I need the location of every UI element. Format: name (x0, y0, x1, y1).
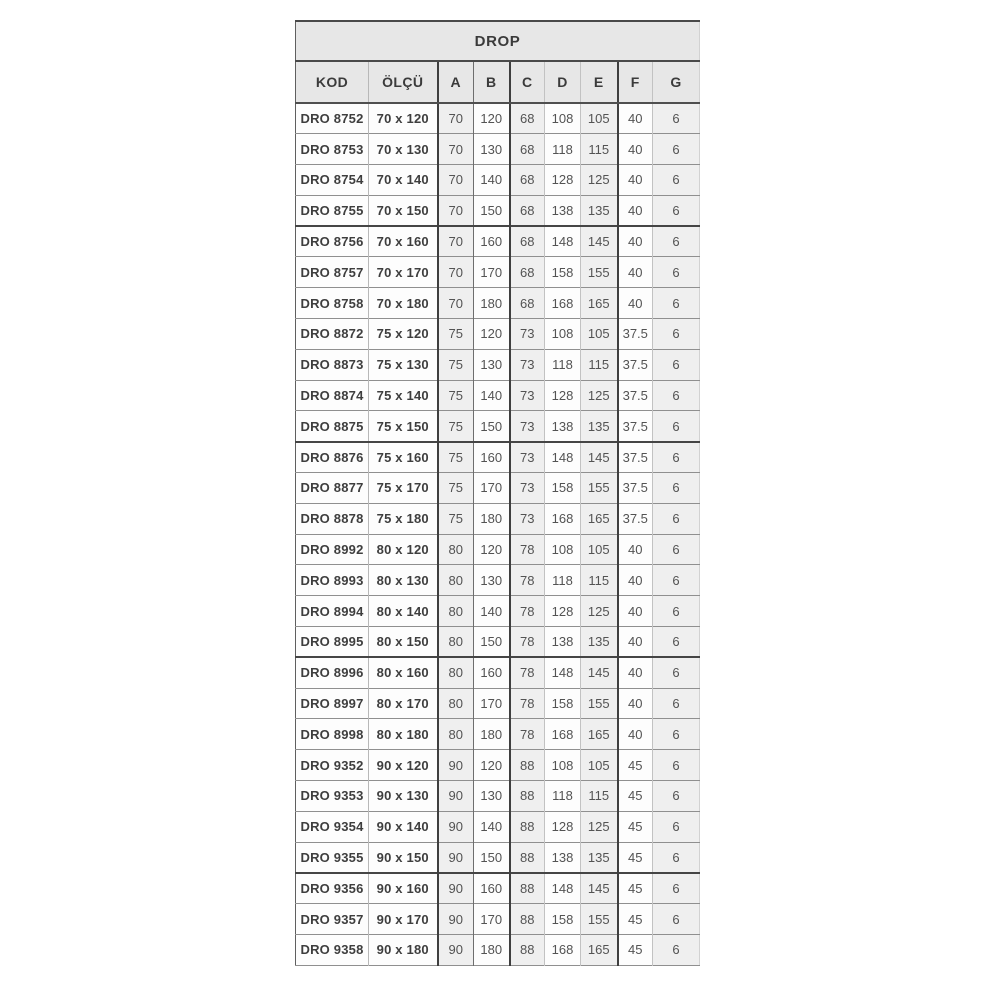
cell-kod: DRO 8876 (296, 442, 369, 473)
cell-olcu: 90 x 160 (369, 873, 438, 904)
cell-value: 37.5 (618, 473, 653, 504)
cell-kod: DRO 8996 (296, 657, 369, 688)
cell-kod: DRO 9353 (296, 781, 369, 812)
cell-value: 45 (618, 842, 653, 873)
cell-value: 73 (510, 411, 545, 442)
cell-value: 68 (510, 165, 545, 196)
cell-value: 118 (545, 134, 581, 165)
cell-value: 40 (618, 627, 653, 658)
cell-value: 6 (653, 781, 700, 812)
cell-kod: DRO 8756 (296, 226, 369, 257)
cell-value: 37.5 (618, 349, 653, 380)
cell-value: 88 (510, 904, 545, 935)
cell-value: 6 (653, 349, 700, 380)
cell-value: 160 (474, 226, 510, 257)
cell-kod: DRO 9358 (296, 935, 369, 966)
cell-olcu: 70 x 170 (369, 257, 438, 288)
cell-olcu: 90 x 130 (369, 781, 438, 812)
cell-value: 180 (474, 935, 510, 966)
cell-value: 78 (510, 596, 545, 627)
cell-olcu: 80 x 160 (369, 657, 438, 688)
cell-value: 75 (438, 442, 474, 473)
cell-value: 130 (474, 349, 510, 380)
cell-value: 148 (545, 442, 581, 473)
column-header-a: A (438, 61, 474, 103)
cell-value: 128 (545, 165, 581, 196)
cell-value: 6 (653, 442, 700, 473)
cell-value: 73 (510, 473, 545, 504)
cell-value: 145 (581, 442, 618, 473)
cell-olcu: 90 x 150 (369, 842, 438, 873)
cell-value: 148 (545, 657, 581, 688)
cell-kod: DRO 9356 (296, 873, 369, 904)
cell-value: 73 (510, 442, 545, 473)
cell-value: 40 (618, 103, 653, 134)
cell-value: 158 (545, 257, 581, 288)
cell-value: 75 (438, 411, 474, 442)
cell-value: 148 (545, 873, 581, 904)
table-row (296, 811, 700, 842)
cell-value: 78 (510, 688, 545, 719)
cell-value: 168 (545, 719, 581, 750)
cell-value: 125 (581, 811, 618, 842)
cell-value: 6 (653, 842, 700, 873)
cell-kod: DRO 8874 (296, 380, 369, 411)
cell-value: 160 (474, 442, 510, 473)
cell-value: 140 (474, 811, 510, 842)
cell-value: 125 (581, 165, 618, 196)
table-row (296, 349, 700, 380)
column-header-g: G (653, 61, 700, 103)
cell-value: 90 (438, 842, 474, 873)
cell-value: 108 (545, 750, 581, 781)
cell-value: 45 (618, 935, 653, 966)
cell-kod: DRO 9357 (296, 904, 369, 935)
cell-value: 90 (438, 935, 474, 966)
cell-value: 120 (474, 319, 510, 350)
cell-value: 120 (474, 750, 510, 781)
cell-value: 180 (474, 719, 510, 750)
cell-value: 105 (581, 319, 618, 350)
cell-value: 88 (510, 935, 545, 966)
cell-kod: DRO 8993 (296, 565, 369, 596)
cell-value: 115 (581, 134, 618, 165)
cell-value: 75 (438, 473, 474, 504)
cell-value: 115 (581, 349, 618, 380)
cell-value: 6 (653, 873, 700, 904)
cell-value: 6 (653, 627, 700, 658)
cell-olcu: 75 x 150 (369, 411, 438, 442)
cell-olcu: 70 x 120 (369, 103, 438, 134)
cell-value: 135 (581, 195, 618, 226)
cell-value: 138 (545, 195, 581, 226)
table-row (296, 657, 700, 688)
cell-value: 6 (653, 750, 700, 781)
cell-value: 6 (653, 411, 700, 442)
cell-value: 165 (581, 719, 618, 750)
cell-value: 6 (653, 288, 700, 319)
cell-value: 68 (510, 257, 545, 288)
cell-value: 6 (653, 380, 700, 411)
cell-kod: DRO 8877 (296, 473, 369, 504)
cell-value: 6 (653, 565, 700, 596)
cell-kod: DRO 8753 (296, 134, 369, 165)
cell-value: 6 (653, 596, 700, 627)
cell-value: 165 (581, 935, 618, 966)
table-row (296, 380, 700, 411)
cell-value: 70 (438, 134, 474, 165)
cell-value: 40 (618, 226, 653, 257)
cell-value: 105 (581, 103, 618, 134)
table-row (296, 842, 700, 873)
cell-olcu: 70 x 160 (369, 226, 438, 257)
cell-value: 158 (545, 688, 581, 719)
cell-value: 170 (474, 688, 510, 719)
table-row (296, 596, 700, 627)
cell-kod: DRO 9352 (296, 750, 369, 781)
cell-value: 80 (438, 565, 474, 596)
cell-value: 73 (510, 380, 545, 411)
cell-value: 45 (618, 873, 653, 904)
cell-olcu: 70 x 180 (369, 288, 438, 319)
table-row (296, 904, 700, 935)
cell-olcu: 70 x 140 (369, 165, 438, 196)
cell-value: 6 (653, 165, 700, 196)
cell-value: 73 (510, 319, 545, 350)
cell-value: 155 (581, 688, 618, 719)
table-row (296, 781, 700, 812)
table-row (296, 473, 700, 504)
cell-value: 165 (581, 288, 618, 319)
table-title: DROP (296, 21, 700, 61)
cell-value: 148 (545, 226, 581, 257)
cell-value: 40 (618, 534, 653, 565)
cell-value: 135 (581, 411, 618, 442)
cell-value: 40 (618, 719, 653, 750)
cell-value: 6 (653, 657, 700, 688)
cell-olcu: 80 x 180 (369, 719, 438, 750)
cell-value: 168 (545, 288, 581, 319)
cell-value: 80 (438, 596, 474, 627)
table-row (296, 935, 700, 966)
cell-value: 165 (581, 503, 618, 534)
cell-value: 150 (474, 627, 510, 658)
cell-kod: DRO 8995 (296, 627, 369, 658)
cell-kod: DRO 8875 (296, 411, 369, 442)
cell-olcu: 90 x 140 (369, 811, 438, 842)
cell-value: 128 (545, 380, 581, 411)
cell-value: 6 (653, 811, 700, 842)
cell-value: 108 (545, 534, 581, 565)
cell-olcu: 90 x 180 (369, 935, 438, 966)
table-row (296, 719, 700, 750)
cell-value: 135 (581, 842, 618, 873)
cell-olcu: 90 x 170 (369, 904, 438, 935)
cell-value: 45 (618, 750, 653, 781)
cell-value: 37.5 (618, 411, 653, 442)
cell-value: 6 (653, 134, 700, 165)
cell-value: 78 (510, 627, 545, 658)
cell-value: 40 (618, 565, 653, 596)
cell-olcu: 75 x 180 (369, 503, 438, 534)
column-header-l: ÖLÇÜ (369, 61, 438, 103)
table-row (296, 103, 700, 134)
cell-value: 138 (545, 842, 581, 873)
cell-value: 125 (581, 596, 618, 627)
cell-value: 90 (438, 750, 474, 781)
cell-value: 78 (510, 719, 545, 750)
cell-value: 118 (545, 781, 581, 812)
cell-value: 155 (581, 257, 618, 288)
cell-value: 105 (581, 534, 618, 565)
cell-value: 88 (510, 811, 545, 842)
cell-value: 40 (618, 688, 653, 719)
cell-olcu: 80 x 120 (369, 534, 438, 565)
cell-value: 6 (653, 195, 700, 226)
cell-value: 68 (510, 288, 545, 319)
cell-value: 6 (653, 103, 700, 134)
cell-kod: DRO 8878 (296, 503, 369, 534)
cell-kod: DRO 8997 (296, 688, 369, 719)
table-row (296, 688, 700, 719)
cell-kod: DRO 8872 (296, 319, 369, 350)
cell-value: 128 (545, 596, 581, 627)
cell-value: 168 (545, 503, 581, 534)
cell-value: 125 (581, 380, 618, 411)
cell-value: 37.5 (618, 503, 653, 534)
cell-value: 6 (653, 688, 700, 719)
cell-value: 68 (510, 226, 545, 257)
cell-value: 130 (474, 134, 510, 165)
cell-value: 170 (474, 904, 510, 935)
cell-value: 160 (474, 657, 510, 688)
cell-value: 120 (474, 534, 510, 565)
cell-value: 155 (581, 473, 618, 504)
cell-value: 145 (581, 873, 618, 904)
table-body (296, 103, 700, 965)
cell-value: 138 (545, 627, 581, 658)
cell-value: 75 (438, 380, 474, 411)
cell-value: 115 (581, 565, 618, 596)
table-row (296, 534, 700, 565)
cell-value: 130 (474, 781, 510, 812)
table-row (296, 288, 700, 319)
cell-value: 108 (545, 103, 581, 134)
cell-value: 120 (474, 103, 510, 134)
column-header-kod: KOD (296, 61, 369, 103)
cell-value: 68 (510, 195, 545, 226)
cell-value: 180 (474, 503, 510, 534)
cell-olcu: 75 x 160 (369, 442, 438, 473)
cell-kod: DRO 8754 (296, 165, 369, 196)
table-row (296, 195, 700, 226)
spec-table (295, 20, 700, 966)
cell-value: 88 (510, 781, 545, 812)
cell-value: 37.5 (618, 442, 653, 473)
cell-value: 73 (510, 503, 545, 534)
column-header-row (296, 61, 700, 103)
cell-value: 80 (438, 719, 474, 750)
cell-value: 90 (438, 904, 474, 935)
table-row (296, 319, 700, 350)
cell-value: 180 (474, 288, 510, 319)
cell-value: 40 (618, 134, 653, 165)
cell-value: 78 (510, 565, 545, 596)
cell-value: 6 (653, 226, 700, 257)
cell-value: 88 (510, 873, 545, 904)
cell-value: 80 (438, 534, 474, 565)
cell-kod: DRO 8755 (296, 195, 369, 226)
cell-value: 40 (618, 657, 653, 688)
cell-value: 73 (510, 349, 545, 380)
cell-kod: DRO 9355 (296, 842, 369, 873)
cell-value: 6 (653, 473, 700, 504)
cell-value: 40 (618, 596, 653, 627)
table-row (296, 226, 700, 257)
cell-value: 40 (618, 165, 653, 196)
cell-value: 70 (438, 288, 474, 319)
cell-olcu: 80 x 150 (369, 627, 438, 658)
table-row (296, 257, 700, 288)
cell-value: 150 (474, 842, 510, 873)
cell-olcu: 75 x 140 (369, 380, 438, 411)
cell-value: 170 (474, 473, 510, 504)
cell-value: 6 (653, 719, 700, 750)
cell-value: 118 (545, 349, 581, 380)
cell-kod: DRO 8758 (296, 288, 369, 319)
cell-value: 45 (618, 811, 653, 842)
cell-value: 75 (438, 503, 474, 534)
cell-value: 6 (653, 319, 700, 350)
cell-value: 90 (438, 781, 474, 812)
cell-kod: DRO 8873 (296, 349, 369, 380)
cell-olcu: 75 x 130 (369, 349, 438, 380)
cell-value: 108 (545, 319, 581, 350)
cell-value: 140 (474, 596, 510, 627)
cell-value: 70 (438, 195, 474, 226)
cell-olcu: 70 x 130 (369, 134, 438, 165)
cell-value: 88 (510, 842, 545, 873)
cell-value: 150 (474, 195, 510, 226)
cell-value: 158 (545, 473, 581, 504)
cell-olcu: 75 x 170 (369, 473, 438, 504)
table-row (296, 873, 700, 904)
table-title-row (296, 21, 700, 61)
table-row (296, 627, 700, 658)
cell-value: 70 (438, 226, 474, 257)
cell-value: 78 (510, 657, 545, 688)
cell-value: 135 (581, 627, 618, 658)
cell-value: 160 (474, 873, 510, 904)
cell-value: 40 (618, 257, 653, 288)
cell-value: 145 (581, 226, 618, 257)
cell-value: 75 (438, 319, 474, 350)
cell-value: 6 (653, 503, 700, 534)
cell-value: 158 (545, 904, 581, 935)
cell-olcu: 70 x 150 (369, 195, 438, 226)
cell-olcu: 80 x 140 (369, 596, 438, 627)
cell-value: 140 (474, 165, 510, 196)
cell-value: 150 (474, 411, 510, 442)
cell-value: 68 (510, 103, 545, 134)
table-row (296, 411, 700, 442)
cell-value: 6 (653, 904, 700, 935)
cell-value: 68 (510, 134, 545, 165)
cell-value: 70 (438, 103, 474, 134)
cell-value: 80 (438, 627, 474, 658)
cell-value: 45 (618, 781, 653, 812)
cell-value: 70 (438, 257, 474, 288)
cell-kod: DRO 8752 (296, 103, 369, 134)
cell-value: 88 (510, 750, 545, 781)
cell-kod: DRO 8998 (296, 719, 369, 750)
column-header-b: B (474, 61, 510, 103)
cell-value: 115 (581, 781, 618, 812)
column-header-f: F (618, 61, 653, 103)
cell-value: 45 (618, 904, 653, 935)
cell-value: 40 (618, 195, 653, 226)
cell-value: 37.5 (618, 319, 653, 350)
column-header-d: D (545, 61, 581, 103)
cell-value: 6 (653, 935, 700, 966)
cell-value: 80 (438, 688, 474, 719)
cell-value: 40 (618, 288, 653, 319)
table-row (296, 165, 700, 196)
cell-olcu: 90 x 120 (369, 750, 438, 781)
cell-value: 80 (438, 657, 474, 688)
cell-value: 170 (474, 257, 510, 288)
cell-kod: DRO 8757 (296, 257, 369, 288)
cell-value: 70 (438, 165, 474, 196)
cell-kod: DRO 8992 (296, 534, 369, 565)
cell-value: 78 (510, 534, 545, 565)
cell-value: 155 (581, 904, 618, 935)
cell-olcu: 80 x 170 (369, 688, 438, 719)
table-row (296, 503, 700, 534)
table-row (296, 134, 700, 165)
cell-value: 75 (438, 349, 474, 380)
cell-value: 140 (474, 380, 510, 411)
cell-value: 138 (545, 411, 581, 442)
cell-value: 145 (581, 657, 618, 688)
cell-value: 118 (545, 565, 581, 596)
cell-olcu: 80 x 130 (369, 565, 438, 596)
column-header-e: E (581, 61, 618, 103)
cell-value: 6 (653, 257, 700, 288)
cell-kod: DRO 8994 (296, 596, 369, 627)
cell-value: 6 (653, 534, 700, 565)
cell-value: 128 (545, 811, 581, 842)
cell-value: 90 (438, 811, 474, 842)
cell-value: 130 (474, 565, 510, 596)
column-header-c: C (510, 61, 545, 103)
table-row (296, 750, 700, 781)
table-row (296, 565, 700, 596)
table-row (296, 442, 700, 473)
cell-olcu: 75 x 120 (369, 319, 438, 350)
cell-value: 37.5 (618, 380, 653, 411)
cell-value: 168 (545, 935, 581, 966)
cell-kod: DRO 9354 (296, 811, 369, 842)
cell-value: 90 (438, 873, 474, 904)
cell-value: 105 (581, 750, 618, 781)
